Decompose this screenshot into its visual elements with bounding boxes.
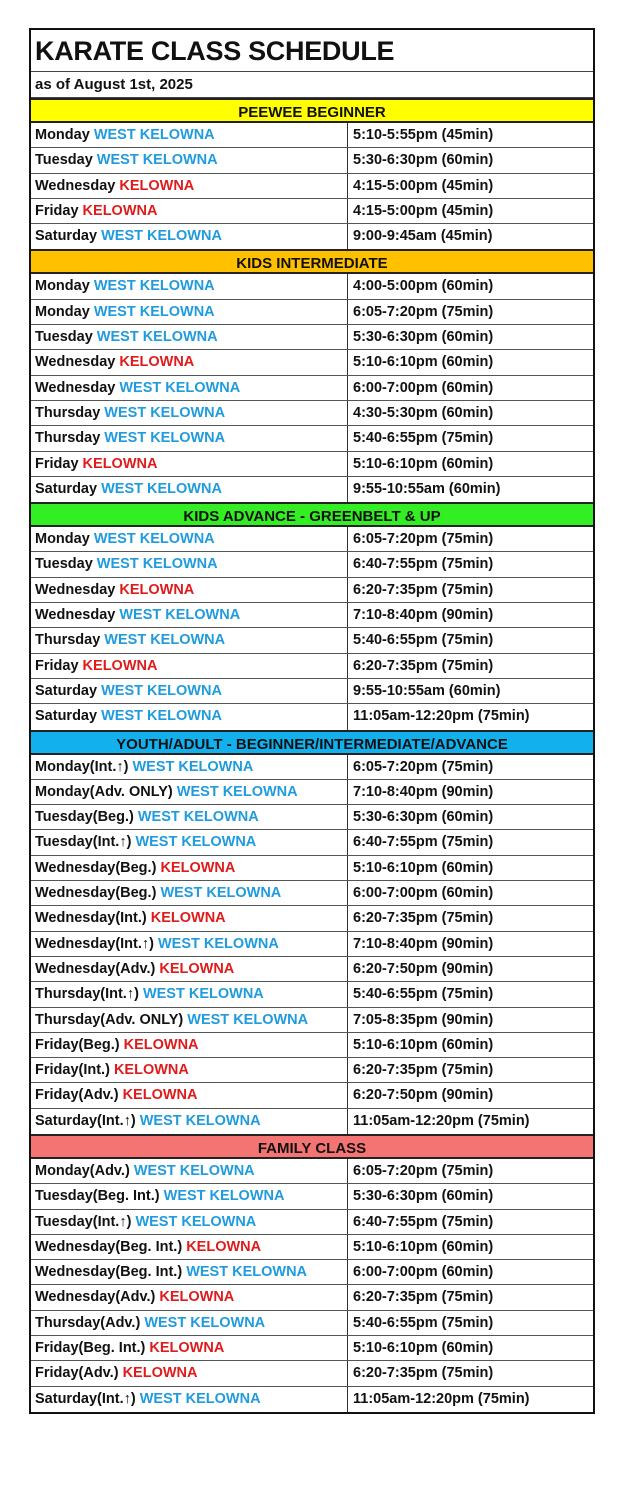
schedule-row [31,1260,593,1285]
location-west-kelowna: WEST KELOWNA [135,834,257,851]
schedule-row [31,477,593,502]
class-time: 5:10-6:10pm (60min) [353,455,494,472]
schedule-sections [31,98,593,1412]
schedule-row [31,780,593,805]
location-west-kelowna: WEST KELOWNA [160,885,282,902]
class-cell [31,881,348,905]
class-cell [31,1311,348,1335]
class-day: Friday [35,202,79,219]
class-time: 5:10-6:10pm (60min) [353,1238,494,1255]
class-day: Wednesday(Beg.) [35,885,157,902]
schedule-row [31,300,593,325]
class-day: Thursday(Adv.) [35,1314,141,1331]
location-west-kelowna: WEST KELOWNA [101,228,222,245]
schedule-row [31,1285,593,1310]
class-time: 6:20-7:50pm (90min) [353,960,494,977]
class-cell [31,654,348,678]
schedule-row [31,199,593,224]
class-time: 7:10-8:40pm (90min) [353,607,494,624]
class-time: 5:40-6:55pm (75min) [353,1314,494,1331]
section-header: KIDS INTERMEDIATE [31,249,593,274]
class-cell [31,426,348,450]
class-cell [31,906,348,930]
class-time: 4:30-5:30pm (60min) [353,404,494,421]
class-day: Friday(Beg.) [35,1036,120,1053]
class-time: 9:55-10:55am (60min) [353,682,501,699]
location-kelowna: KELOWNA [160,859,236,876]
class-day: Tuesday [35,329,93,346]
class-cell [31,1008,348,1032]
schedule-row [31,1311,593,1336]
class-time: 6:00-7:00pm (60min) [353,379,494,396]
schedule-row [31,123,593,148]
location-kelowna: KELOWNA [122,1087,198,1104]
class-cell [31,755,348,779]
location-kelowna: KELOWNA [150,910,226,927]
schedule-row [31,654,593,679]
page-subtitle: as of August 1st, 2025 [35,76,193,93]
schedule-row [31,906,593,931]
class-day: Wednesday(Adv.) [35,960,156,977]
class-cell [31,856,348,880]
class-time: 7:05-8:35pm (90min) [353,1011,494,1028]
location-west-kelowna: WEST KELOWNA [139,1112,261,1129]
class-cell [31,174,348,198]
location-west-kelowna: WEST KELOWNA [144,1314,266,1331]
location-kelowna: KELOWNA [119,354,195,371]
schedule-row [31,1058,593,1083]
class-day: Wednesday [35,581,116,598]
location-kelowna: KELOWNA [82,455,158,472]
class-cell [31,830,348,854]
class-day: Thursday(Int.↑) [35,986,139,1003]
class-day: Tuesday(Beg.) [35,809,134,826]
location-west-kelowna: WEST KELOWNA [101,682,222,699]
schedule-row [31,1361,593,1386]
location-west-kelowna: WEST KELOWNA [93,278,215,295]
schedule-row [31,1336,593,1361]
class-cell [31,628,348,652]
class-time: 5:10-6:10pm (60min) [353,859,494,876]
class-day: Monday [35,127,90,143]
location-kelowna: KELOWNA [159,960,235,977]
class-day: Wednesday [35,379,116,396]
class-time: 11:05am-12:20pm (75min) [353,708,530,725]
location-west-kelowna: WEST KELOWNA [96,329,218,346]
section-family-class [31,1134,593,1412]
class-cell [31,325,348,349]
schedule-row [31,274,593,299]
title-row [31,30,593,72]
class-day: Wednesday(Int.↑) [35,935,154,952]
schedule-row [31,401,593,426]
location-west-kelowna: WEST KELOWNA [137,809,259,826]
class-day: Tuesday(Beg. Int.) [35,1188,160,1205]
section-header: FAMILY CLASS [31,1134,593,1159]
class-cell [31,1159,348,1183]
schedule-row [31,830,593,855]
class-day: Wednesday(Adv.) [35,1289,156,1306]
location-west-kelowna: WEST KELOWNA [133,1162,255,1179]
class-day: Tuesday [35,152,93,169]
class-time: 6:20-7:35pm (75min) [353,1062,494,1079]
class-time: 5:30-6:30pm (60min) [353,152,494,169]
class-day: Monday [35,531,90,548]
class-time: 9:55-10:55am (60min) [353,480,501,497]
class-day: Friday [35,657,79,674]
location-west-kelowna: WEST KELOWNA [104,404,226,421]
schedule-row [31,1083,593,1108]
class-cell [31,452,348,476]
class-day: Thursday [35,404,101,421]
class-day: Saturday(Int.↑) [35,1112,136,1129]
class-cell [31,527,348,551]
class-day: Saturday(Int.↑) [35,1390,136,1407]
location-west-kelowna: WEST KELOWNA [186,1264,308,1281]
class-time: 6:05-7:20pm (75min) [353,531,494,548]
class-day: Friday(Beg. Int.) [35,1340,146,1357]
schedule-row [31,856,593,881]
location-west-kelowna: WEST KELOWNA [142,986,264,1003]
class-day: Monday(Adv.) [35,1162,130,1179]
class-day: Wednesday(Int.) [35,910,147,927]
location-west-kelowna: WEST KELOWNA [158,935,279,952]
class-cell [31,224,348,249]
class-day: Saturday [35,480,98,497]
schedule-row [31,1033,593,1058]
class-cell [31,477,348,502]
class-day: Monday [35,303,90,320]
class-cell [31,603,348,627]
class-time: 5:10-6:10pm (60min) [353,1036,494,1053]
location-west-kelowna: WEST KELOWNA [119,379,241,396]
class-day: Tuesday(Int.↑) [35,834,132,851]
class-cell [31,704,348,729]
class-time: 6:05-7:20pm (75min) [353,303,494,320]
class-time: 5:10-5:55pm (45min) [353,127,494,143]
class-time: 6:05-7:20pm (75min) [353,1162,494,1179]
class-cell [31,1387,348,1412]
location-west-kelowna: WEST KELOWNA [96,556,218,573]
class-time: 6:20-7:35pm (75min) [353,581,494,598]
class-day: Monday(Int.↑) [35,758,129,775]
class-time: 7:10-8:40pm (90min) [353,783,494,800]
class-day: Tuesday [35,556,93,573]
class-cell [31,1361,348,1385]
class-time: 6:05-7:20pm (75min) [353,758,494,775]
schedule-row [31,1109,593,1134]
location-west-kelowna: WEST KELOWNA [163,1188,285,1205]
section-youth-adult-beginner-intermediate-advance [31,730,593,1134]
schedule-row [31,881,593,906]
location-west-kelowna: WEST KELOWNA [93,303,215,320]
location-west-kelowna: WEST KELOWNA [96,152,218,169]
location-west-kelowna: WEST KELOWNA [176,783,298,800]
class-day: Friday [35,455,79,472]
location-west-kelowna: WEST KELOWNA [187,1011,309,1028]
location-kelowna: KELOWNA [119,177,195,194]
class-time: 11:05am-12:20pm (75min) [353,1390,530,1407]
class-cell [31,274,348,298]
schedule-row [31,1159,593,1184]
class-day: Monday(Adv. ONLY) [35,783,173,800]
class-time: 5:30-6:30pm (60min) [353,1188,494,1205]
class-cell [31,1210,348,1234]
section-kids-intermediate [31,249,593,502]
schedule-row [31,628,593,653]
class-time: 4:15-5:00pm (45min) [353,177,494,194]
class-cell [31,1083,348,1107]
location-west-kelowna: WEST KELOWNA [93,127,215,143]
section-peewee-beginner [31,98,593,249]
class-day: Saturday [35,682,98,699]
class-day: Wednesday [35,177,116,194]
location-kelowna: KELOWNA [119,581,195,598]
section-header: YOUTH/ADULT - BEGINNER/INTERMEDIATE/ADVANCE [31,730,593,755]
class-cell [31,1235,348,1259]
class-cell [31,1285,348,1309]
schedule-row [31,805,593,830]
class-time: 6:40-7:55pm (75min) [353,834,494,851]
class-time: 4:15-5:00pm (45min) [353,202,494,219]
class-cell [31,552,348,576]
location-west-kelowna: WEST KELOWNA [101,708,222,725]
class-cell [31,679,348,703]
schedule-sheet [29,28,595,1414]
subtitle-row [31,72,593,98]
class-cell [31,1109,348,1134]
schedule-row [31,1008,593,1033]
class-time: 6:20-7:35pm (75min) [353,1365,494,1382]
class-cell [31,780,348,804]
schedule-row [31,174,593,199]
schedule-row [31,704,593,729]
class-day: Wednesday(Beg.) [35,859,157,876]
class-cell [31,1184,348,1208]
class-day: Saturday [35,228,98,245]
location-west-kelowna: WEST KELOWNA [135,1213,257,1230]
location-kelowna: KELOWNA [122,1365,198,1382]
schedule-row [31,325,593,350]
class-time: 5:10-6:10pm (60min) [353,354,494,371]
schedule-row [31,932,593,957]
class-time: 5:40-6:55pm (75min) [353,632,494,649]
class-day: Friday(Adv.) [35,1087,119,1104]
schedule-row [31,452,593,477]
location-kelowna: KELOWNA [159,1289,235,1306]
class-day: Thursday(Adv. ONLY) [35,1011,184,1028]
class-time: 6:20-7:50pm (90min) [353,1087,494,1104]
class-day: Wednesday(Beg. Int.) [35,1264,183,1281]
location-kelowna: KELOWNA [186,1238,262,1255]
class-cell [31,805,348,829]
schedule-row [31,1387,593,1412]
schedule-row [31,350,593,375]
class-cell [31,350,348,374]
location-kelowna: KELOWNA [82,657,158,674]
class-time: 4:00-5:00pm (60min) [353,278,494,295]
class-time: 5:30-6:30pm (60min) [353,809,494,826]
class-cell [31,1260,348,1284]
schedule-row [31,1184,593,1209]
location-west-kelowna: WEST KELOWNA [93,531,215,548]
schedule-row [31,527,593,552]
class-cell [31,401,348,425]
class-time: 7:10-8:40pm (90min) [353,935,494,952]
class-day: Friday(Adv.) [35,1365,119,1382]
class-day: Wednesday [35,354,116,371]
schedule-row [31,957,593,982]
class-time: 5:40-6:55pm (75min) [353,430,494,447]
class-cell [31,1058,348,1082]
location-west-kelowna: WEST KELOWNA [132,758,254,775]
class-time: 6:40-7:55pm (75min) [353,1213,494,1230]
class-cell [31,1033,348,1057]
schedule-row [31,1235,593,1260]
class-cell [31,123,348,147]
location-kelowna: KELOWNA [82,202,158,219]
class-day: Monday [35,278,90,295]
class-time: 6:20-7:35pm (75min) [353,657,494,674]
class-cell [31,957,348,981]
class-cell [31,982,348,1006]
class-day: Friday(Int.) [35,1062,110,1079]
section-kids-advance-greenbelt-up [31,502,593,729]
class-cell [31,199,348,223]
class-day: Wednesday [35,607,116,624]
class-time: 6:20-7:35pm (75min) [353,1289,494,1306]
class-time: 6:40-7:55pm (75min) [353,556,494,573]
class-time: 11:05am-12:20pm (75min) [353,1112,530,1129]
class-time: 6:20-7:35pm (75min) [353,910,494,927]
class-cell [31,300,348,324]
location-west-kelowna: WEST KELOWNA [101,480,222,497]
schedule-row [31,603,593,628]
schedule-row [31,426,593,451]
class-cell [31,148,348,172]
schedule-row [31,376,593,401]
location-kelowna: KELOWNA [113,1062,189,1079]
schedule-row [31,982,593,1007]
schedule-row [31,679,593,704]
class-time: 6:00-7:00pm (60min) [353,1264,494,1281]
location-west-kelowna: WEST KELOWNA [104,430,226,447]
location-kelowna: KELOWNA [149,1340,225,1357]
location-west-kelowna: WEST KELOWNA [139,1390,261,1407]
location-kelowna: KELOWNA [123,1036,199,1053]
class-day: Wednesday(Beg. Int.) [35,1238,183,1255]
class-day: Thursday [35,430,101,447]
schedule-row [31,1210,593,1235]
schedule-row [31,755,593,780]
class-cell [31,578,348,602]
location-west-kelowna: WEST KELOWNA [104,632,226,649]
class-cell [31,376,348,400]
schedule-row [31,552,593,577]
class-day: Saturday [35,708,98,725]
class-day: Tuesday(Int.↑) [35,1213,132,1230]
page-title: KARATE CLASS SCHEDULE [35,36,395,66]
class-time: 6:00-7:00pm (60min) [353,885,494,902]
schedule-row [31,224,593,249]
class-cell [31,1336,348,1360]
section-header: PEEWEE BEGINNER [31,98,593,123]
section-header: KIDS ADVANCE - GREENBELT & UP [31,502,593,527]
class-time: 9:00-9:45am (45min) [353,228,493,245]
class-day: Thursday [35,632,101,649]
class-cell [31,932,348,956]
class-time: 5:30-6:30pm (60min) [353,329,494,346]
class-time: 5:10-6:10pm (60min) [353,1340,494,1357]
schedule-row [31,148,593,173]
class-time: 5:40-6:55pm (75min) [353,986,494,1003]
schedule-row [31,578,593,603]
location-west-kelowna: WEST KELOWNA [119,607,241,624]
